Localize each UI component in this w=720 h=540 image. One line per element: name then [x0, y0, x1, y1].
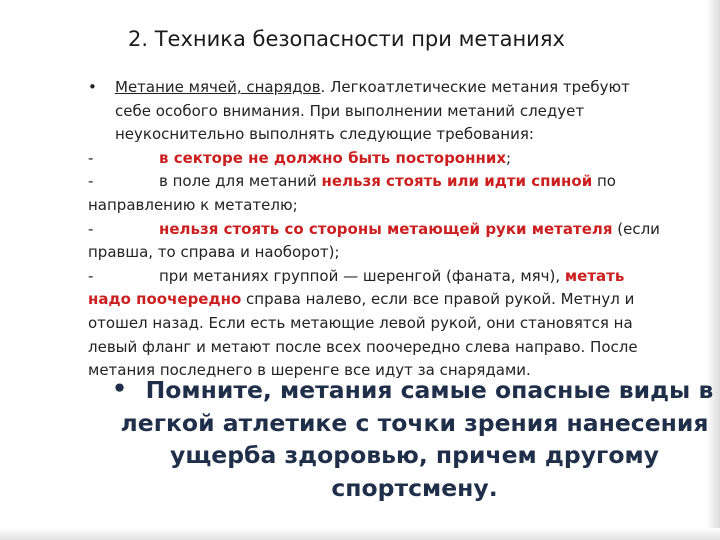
- rule-4-before: при метаниях группой — шеренгой (фаната, мяч),: [159, 266, 565, 285]
- slide-title: 2. Техника безопасности при метаниях: [128, 27, 565, 51]
- dash-glyph: -: [88, 148, 94, 167]
- rule-3-after: (если: [612, 219, 660, 238]
- rule-2-line-2: направлению к метателю;: [88, 195, 298, 214]
- intro-rest: . Легкоатлетические метания требуют: [320, 78, 630, 96]
- rule-1-after: ;: [506, 148, 512, 167]
- rule-4-line-2: [88, 288, 720, 312]
- rule-3: [88, 218, 720, 242]
- dash-glyph: -: [88, 266, 94, 285]
- intro-line-3: неукоснительно выполнять следующие требования:: [115, 125, 534, 144]
- rule-1-emphasis: в секторе не должно быть посторонних: [159, 148, 507, 167]
- rule-2-emphasis: нельзя стоять или идти спиной: [321, 172, 593, 191]
- safety-note: [112, 374, 717, 504]
- note-line-2: легкой атлетике с точки зрения нанесения: [120, 408, 709, 437]
- rule-4-line-3: отошел назад. Если есть метающие левой рукой, они становятся на: [88, 313, 633, 332]
- note-line-3: ущерба здоровью, причем другому: [170, 441, 659, 469]
- rule-2-before: в поле для метаний: [159, 172, 322, 191]
- note-line-1: Помните, метания самые опасные виды в: [145, 376, 714, 404]
- rule-2-after: по: [592, 172, 616, 191]
- slide-body: [88, 76, 720, 383]
- rule-4-emphasis-b: надо поочередно: [88, 290, 242, 309]
- rule-4-emphasis-a: метать: [564, 266, 625, 285]
- rule-4-line-4: левый фланг и метают после всех поочередно слева направо. После: [88, 337, 638, 356]
- intro-line-1: [88, 76, 720, 100]
- intro-line-2: себе особого внимания. При выполнении метаний следует: [115, 101, 585, 120]
- rule-3-line-2: правша, то справа и наоборот);: [88, 243, 340, 262]
- dash-glyph: -: [88, 172, 94, 191]
- rule-3-emphasis: нельзя стоять со стороны метающей руки метателя: [159, 219, 613, 238]
- rule-4-line-5: метания последнего в шеренге все идут за снарядами.: [88, 361, 531, 380]
- slide-shadow-bottom: [0, 528, 720, 540]
- note-line-4: спортсмену.: [331, 473, 498, 502]
- rule-2: [88, 170, 720, 194]
- rule-4: [88, 265, 720, 289]
- note-bullet: •: [112, 374, 128, 402]
- rule-1: [88, 147, 720, 171]
- rule-4-after-b: справа налево, если все правой рукой. Метнул и: [241, 290, 635, 309]
- intro-underlined: Метание мячей, снарядов: [115, 78, 321, 96]
- bullet-glyph: •: [88, 78, 97, 96]
- dash-glyph: -: [88, 219, 94, 238]
